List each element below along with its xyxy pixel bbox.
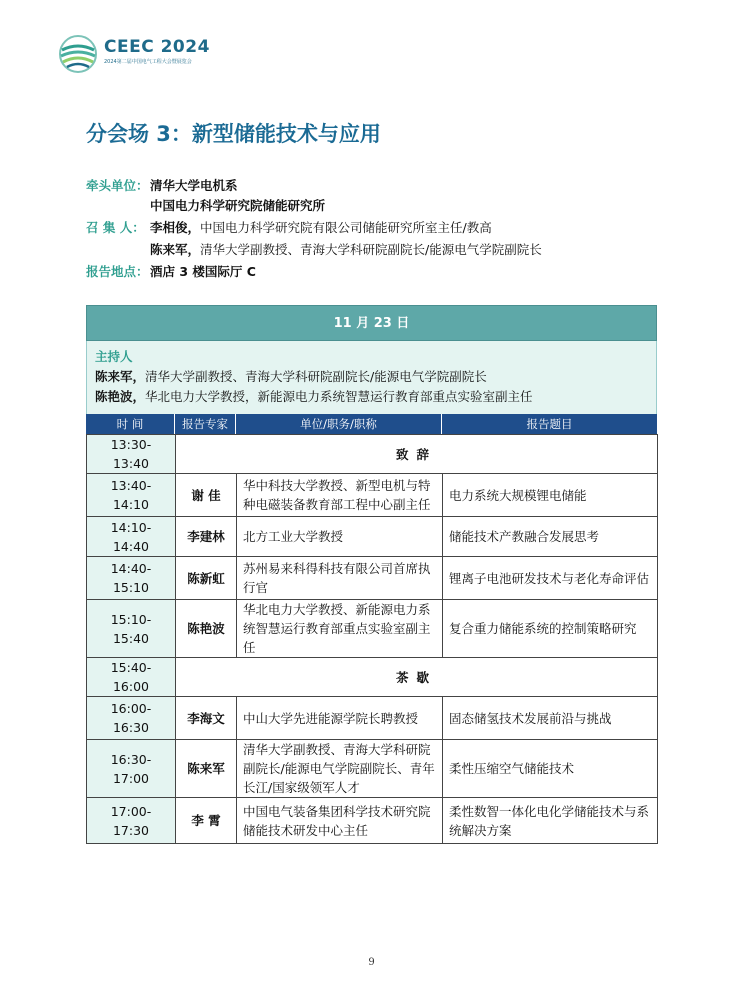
table-row — [87, 740, 658, 798]
host-name-2: 陈艳波， — [95, 389, 146, 404]
time-cell: 15:10-15:40 — [87, 600, 176, 658]
schedule-body — [86, 434, 658, 844]
table-row — [87, 798, 658, 844]
host-desc-1: 清华大学副教授、青海大学科研院副院长/能源电气学院副院长 — [145, 369, 487, 384]
lead-unit-label: 牵头单位： — [86, 178, 149, 193]
break-cell: 茶歇 — [176, 658, 658, 697]
hosts-label: 主持人 — [95, 349, 133, 364]
time-cell: 14:40-15:10 — [87, 557, 176, 600]
topic-cell: 柔性压缩空气储能技术 — [443, 740, 658, 798]
lead-unit-value-2: 中国电力科学研究院储能研究所 — [150, 198, 326, 213]
time-cell: 17:00-17:30 — [87, 798, 176, 844]
convener-label: 召 集 人： — [86, 220, 145, 235]
speaker-cell: 陈新虹 — [176, 557, 237, 600]
col-time: 时 间 — [86, 414, 175, 434]
speaker-cell: 李海文 — [176, 697, 237, 740]
topic-cell: 储能技术产教融合发展思考 — [443, 517, 658, 557]
ceec-logo — [58, 34, 210, 80]
topic-cell: 柔性数智一体化电化学储能技术与系统解决方案 — [443, 798, 658, 844]
affiliation-cell: 中山大学先进能源学院长聘教授 — [237, 697, 443, 740]
convener-name-1: 李相俊， — [150, 220, 201, 235]
convener-line-2 — [86, 240, 542, 260]
time-cell: 15:40-16:00 — [87, 658, 176, 697]
table-row — [87, 697, 658, 740]
logo-subtitle: 2024第二届中国电气工程大会暨展览会 — [104, 59, 192, 65]
col-affiliation: 单位/职务/职称 — [236, 414, 442, 434]
venue-value: 酒店 3 楼国际厅 C — [150, 264, 256, 279]
lead-unit-line-2 — [86, 196, 325, 216]
venue-line — [86, 262, 256, 282]
speaker-cell: 谢 佳 — [176, 474, 237, 517]
schedule-table — [86, 305, 657, 844]
affiliation-cell: 华北电力大学教授、新能源电力系统智慧运行教育部重点实验室副主任 — [237, 600, 443, 658]
page-number: 9 — [368, 957, 375, 968]
lead-unit-line — [86, 176, 238, 196]
col-speaker: 报告专家 — [175, 414, 236, 434]
host-name-1: 陈来军， — [95, 369, 146, 384]
host-line-2 — [95, 387, 648, 407]
table-row — [87, 658, 658, 697]
affiliation-cell: 中国电气装备集团科学技术研究院储能技术研发中心主任 — [237, 798, 443, 844]
affiliation-cell: 清华大学副教授、青海大学科研院副院长/能源电气学院副院长、青年长江/国家级领军人才 — [237, 740, 443, 798]
logo-title: CEEC 2024 — [104, 37, 210, 57]
convener-desc-1: 中国电力科学研究院有限公司储能研究所室主任/教高 — [200, 220, 492, 235]
venue-label: 报告地点： — [86, 264, 149, 279]
table-row — [87, 474, 658, 517]
time-cell: 16:30-17:00 — [87, 740, 176, 798]
speaker-cell: 陈艳波 — [176, 600, 237, 658]
time-cell: 13:30-13:40 — [87, 435, 176, 474]
time-cell: 16:00-16:30 — [87, 697, 176, 740]
break-cell: 致辞 — [176, 435, 658, 474]
affiliation-cell: 北方工业大学教授 — [237, 517, 443, 557]
time-cell: 13:40-14:10 — [87, 474, 176, 517]
topic-cell: 锂离子电池研发技术与老化寿命评估 — [443, 557, 658, 600]
table-row — [87, 517, 658, 557]
convener-desc-2: 清华大学副教授、青海大学科研院副院长/能源电气学院副院长 — [200, 242, 542, 257]
host-line-1 — [95, 367, 648, 387]
hosts-block — [86, 341, 657, 414]
convener-name-2: 陈来军， — [150, 242, 201, 257]
lead-unit-value-1: 清华大学电机系 — [150, 178, 238, 193]
date-header: 11 月 23 日 — [86, 305, 657, 341]
speaker-cell: 李建林 — [176, 517, 237, 557]
col-topic: 报告题目 — [526, 417, 573, 431]
table-header — [86, 414, 657, 434]
ceec-globe-icon — [58, 34, 98, 74]
topic-cell: 电力系统大规模锂电储能 — [443, 474, 658, 517]
speaker-cell: 李 霄 — [176, 798, 237, 844]
speaker-cell: 陈来军 — [176, 740, 237, 798]
page-title: 分会场 3：新型储能技术与应用 — [86, 122, 381, 146]
host-desc-2: 华北电力大学教授，新能源电力系统智慧运行教育部重点实验室副主任 — [145, 389, 533, 404]
table-row — [87, 435, 658, 474]
topic-cell: 复合重力储能系统的控制策略研究 — [443, 600, 658, 658]
convener-line-1 — [86, 218, 492, 238]
affiliation-cell: 华中科技大学教授、新型电机与特种电磁装备教育部工程中心副主任 — [237, 474, 443, 517]
table-row — [87, 557, 658, 600]
topic-cell: 固态储氢技术发展前沿与挑战 — [443, 697, 658, 740]
time-cell: 14:10-14:40 — [87, 517, 176, 557]
table-row — [87, 600, 658, 658]
affiliation-cell: 苏州易来科得科技有限公司首席执行官 — [237, 557, 443, 600]
